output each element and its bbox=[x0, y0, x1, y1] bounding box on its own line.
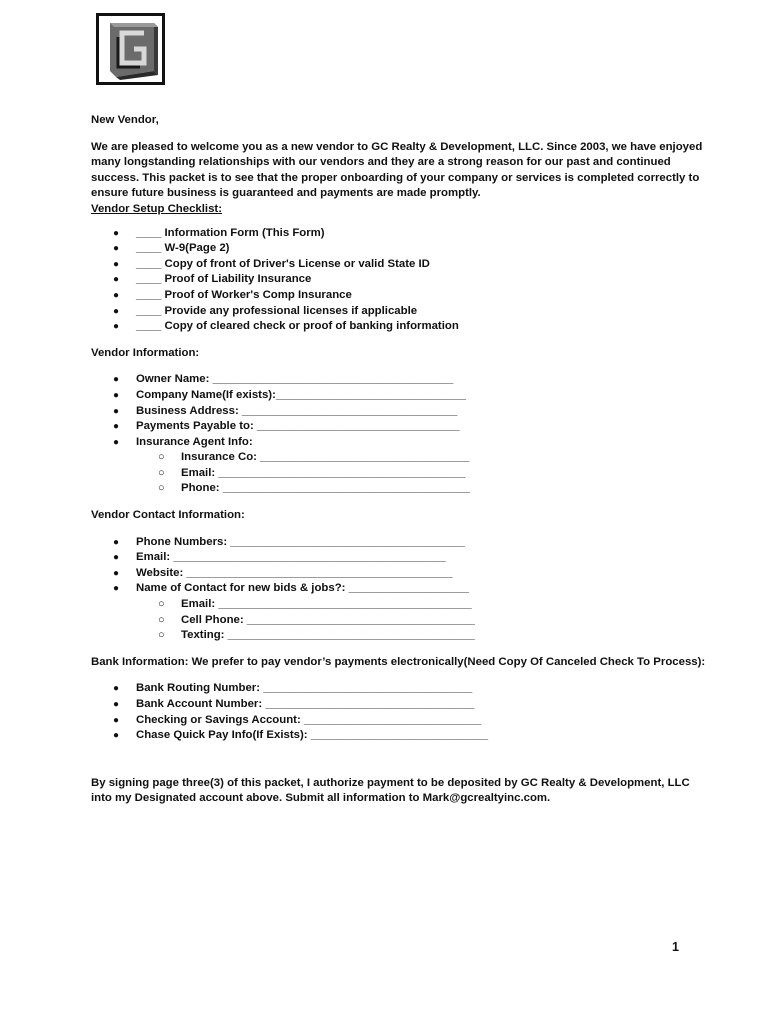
list-item: ● Phone Numbers: _____________________________________ bbox=[91, 535, 711, 551]
insurance-sublist bbox=[91, 450, 711, 497]
bullet-icon: ● bbox=[113, 714, 120, 726]
list-item: ● Chase Quick Pay Info(If Exists): ____________________________ bbox=[91, 728, 711, 744]
circle-bullet-icon: ○ bbox=[158, 613, 165, 626]
bullet-icon: ● bbox=[113, 258, 120, 270]
list-item: ● Name of Contact for new bids & jobs?: ___________________ bbox=[91, 581, 711, 597]
list-item: ● ____ Proof of Worker's Comp Insurance bbox=[91, 288, 711, 304]
list-item: ● ____ Provide any professional licenses if applicable bbox=[91, 304, 711, 320]
circle-bullet-icon: ○ bbox=[158, 482, 165, 495]
page-number: 1 bbox=[672, 940, 679, 954]
bullet-icon: ● bbox=[113, 227, 120, 239]
document-body bbox=[91, 113, 711, 807]
vendor-info-list bbox=[91, 372, 711, 450]
intro-paragraph: We are pleased to welcome you as a new vendor to GC Realty & Development, LLC. Since 2003, we have enjoyed many longstanding relationships with our vendors and they are a strong reason for our past and continued success. This packet is to see that the proper onboarding of your company or services is completed correctly to ensure future business is guaranteed and payments are made promptly. bbox=[91, 140, 703, 200]
list-item: ● Email: ___________________________________________ bbox=[91, 550, 711, 566]
bank-info-list bbox=[91, 681, 711, 743]
bullet-icon: ● bbox=[113, 552, 120, 564]
bullet-icon: ● bbox=[113, 243, 120, 255]
bullet-icon: ● bbox=[113, 321, 120, 333]
bullet-icon: ● bbox=[113, 583, 120, 595]
bullet-icon: ● bbox=[113, 274, 120, 286]
bullet-icon: ● bbox=[113, 305, 120, 317]
greeting: New Vendor, bbox=[91, 114, 159, 126]
checklist-title: Vendor Setup Checklist: bbox=[91, 202, 223, 215]
bullet-icon: ● bbox=[113, 567, 120, 579]
contact-info-title: Vendor Contact Information: bbox=[91, 509, 245, 522]
list-item: ● Company Name(If exists):______________________________ bbox=[91, 388, 711, 404]
bullet-icon: ● bbox=[113, 374, 120, 386]
bullet-icon: ● bbox=[113, 730, 120, 742]
bullet-icon: ● bbox=[113, 683, 120, 695]
bullet-icon: ● bbox=[113, 421, 120, 433]
circle-bullet-icon: ○ bbox=[158, 598, 165, 611]
list-item: ● ____ W-9(Page 2) bbox=[91, 241, 711, 257]
contact-sublist bbox=[91, 597, 711, 644]
list-item: ○ Cell Phone: ____________________________________ bbox=[91, 613, 711, 629]
list-item: ● Bank Account Number: _________________________________ bbox=[91, 697, 711, 713]
list-item: ● Checking or Savings Account: ____________________________ bbox=[91, 713, 711, 729]
list-item: ● ____ Information Form (This Form) bbox=[91, 226, 711, 242]
list-item: ● Bank Routing Number: _________________________________ bbox=[91, 681, 711, 697]
authorization-text: By signing page three(3) of this packet, I authorize payment to be deposited by GC Realty & Development, LLC into my Designated account above. Submit all information to Mark@gcrealtyinc.com. bbox=[91, 776, 690, 805]
list-item: ○ Texting: _______________________________________ bbox=[91, 628, 711, 644]
bullet-icon: ● bbox=[113, 289, 120, 301]
list-item: ○ Email: ________________________________________ bbox=[91, 597, 711, 613]
vendor-info-title: Vendor Information: bbox=[91, 346, 200, 359]
list-item: ○ Email: _______________________________________ bbox=[91, 466, 711, 482]
bank-info-title: Bank Information: We prefer to pay vendor’s payments electronically(Need Copy Of Canceled Check To Process): bbox=[91, 655, 706, 668]
contact-info-list bbox=[91, 535, 711, 597]
list-item: ● Owner Name: ______________________________________ bbox=[91, 372, 711, 388]
list-item: ● Business Address: __________________________________ bbox=[91, 404, 711, 420]
list-item: ● ____ Proof of Liability Insurance bbox=[91, 272, 711, 288]
circle-bullet-icon: ○ bbox=[158, 466, 165, 479]
bullet-icon: ● bbox=[113, 699, 120, 710]
bullet-icon: ● bbox=[113, 389, 120, 401]
list-item: ● Payments Payable to: ________________________________ bbox=[91, 419, 711, 435]
list-item: ● ____ Copy of front of Driver's License or valid State ID bbox=[91, 257, 711, 273]
list-item: ○ Phone: _______________________________________ bbox=[91, 481, 711, 497]
list-item: ● ____ Copy of cleared check or proof of banking information bbox=[91, 319, 711, 335]
list-item: ○ Insurance Co: _________________________________ bbox=[91, 450, 711, 466]
gc-logo bbox=[96, 13, 166, 85]
list-item: ● Insurance Agent Info: bbox=[91, 435, 711, 451]
bullet-icon: ● bbox=[113, 536, 120, 548]
circle-bullet-icon: ○ bbox=[158, 629, 165, 642]
bullet-icon: ● bbox=[113, 436, 120, 448]
list-item: ● Website: __________________________________________ bbox=[91, 566, 711, 582]
bullet-icon: ● bbox=[113, 405, 120, 417]
circle-bullet-icon: ○ bbox=[158, 451, 165, 464]
setup-checklist bbox=[91, 226, 711, 335]
